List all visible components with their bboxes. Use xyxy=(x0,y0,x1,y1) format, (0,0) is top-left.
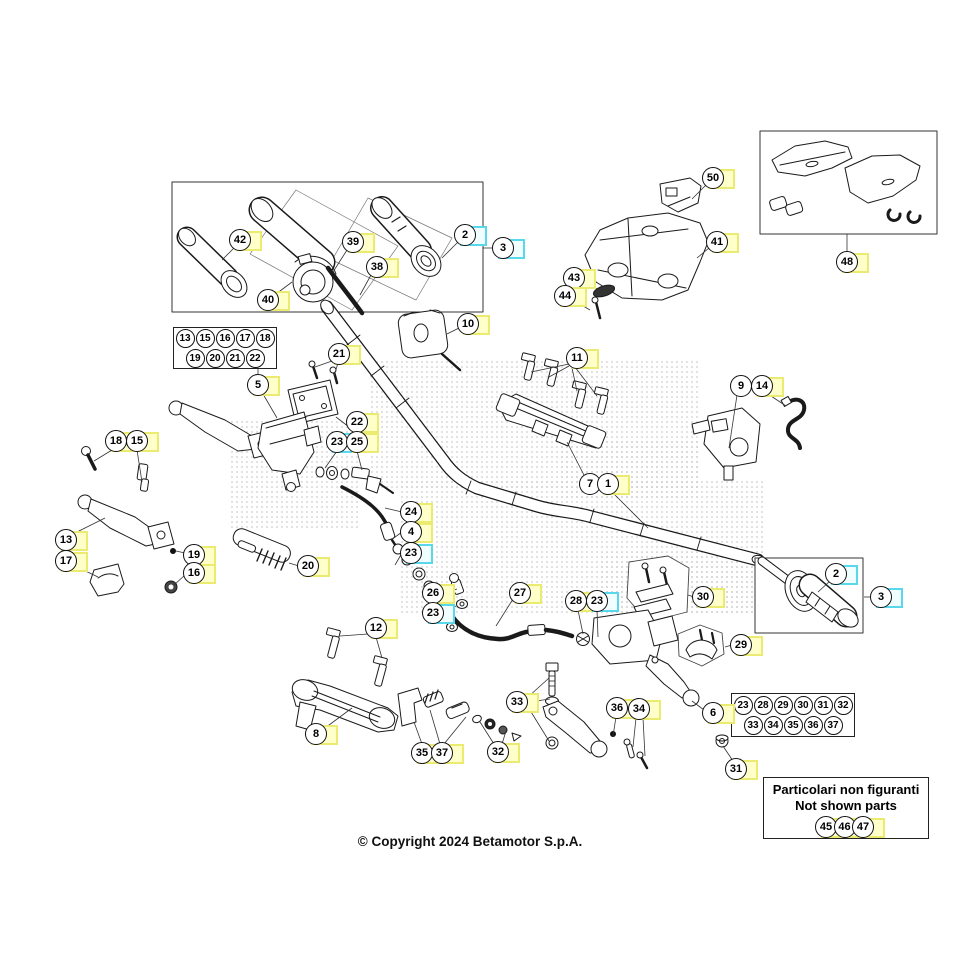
callout-38[interactable] xyxy=(366,256,388,278)
legend-item-28[interactable]: 28 xyxy=(754,696,773,715)
callout-35[interactable] xyxy=(411,742,433,764)
callout-number: 50 xyxy=(702,167,724,189)
callout-17[interactable] xyxy=(55,550,77,572)
callout-number: 32 xyxy=(487,741,509,763)
callout-number: 35 xyxy=(411,742,433,764)
legend-item-15[interactable]: 15 xyxy=(196,329,215,348)
callout-23[interactable] xyxy=(586,590,608,612)
callout-number: 42 xyxy=(229,229,251,251)
callout-3[interactable] xyxy=(492,237,514,259)
callout-number: 33 xyxy=(506,691,528,713)
copyright-text: © Copyright 2024 Betamotor S.p.A. xyxy=(357,834,583,849)
legend-item-21[interactable]: 21 xyxy=(226,349,245,368)
callout-48[interactable] xyxy=(836,251,858,273)
callout-12[interactable] xyxy=(365,617,387,639)
callout-number: 27 xyxy=(509,582,531,604)
callout-4[interactable] xyxy=(400,521,422,543)
callout-23[interactable] xyxy=(422,602,444,624)
callout-41[interactable] xyxy=(706,231,728,253)
legend-item-20[interactable]: 20 xyxy=(206,349,225,368)
callout-number: 30 xyxy=(692,586,714,608)
callout-42[interactable] xyxy=(229,229,251,251)
callout-30[interactable] xyxy=(692,586,714,608)
callout-2[interactable] xyxy=(825,563,847,585)
callout-23[interactable] xyxy=(400,542,422,564)
not-shown-parts-box xyxy=(763,777,929,839)
callout-13[interactable] xyxy=(55,529,77,551)
legend-item-22[interactable]: 22 xyxy=(246,349,265,368)
callout-number: 2 xyxy=(454,224,476,246)
callout-5[interactable] xyxy=(247,374,269,396)
callout-3[interactable] xyxy=(870,586,892,608)
not-shown-title-it: Particolari non figuranti xyxy=(772,782,920,797)
callout-number: 25 xyxy=(346,431,368,453)
callout-number: 9 xyxy=(730,375,752,397)
callout-6[interactable] xyxy=(702,702,724,724)
not-shown-items xyxy=(764,814,928,840)
callout-number: 31 xyxy=(725,758,747,780)
callout-21[interactable] xyxy=(328,343,350,365)
callout-number: 23 xyxy=(586,590,608,612)
callout-number: 23 xyxy=(400,542,422,564)
callout-20[interactable] xyxy=(297,555,319,577)
callout-10[interactable] xyxy=(457,313,479,335)
legend-item-16[interactable]: 16 xyxy=(216,329,235,348)
callout-number: 4 xyxy=(400,521,422,543)
callout-number: 5 xyxy=(247,374,269,396)
callout-24[interactable] xyxy=(400,501,422,523)
callout-number: 13 xyxy=(55,529,77,551)
callout-number: 6 xyxy=(702,702,724,724)
callout-50[interactable] xyxy=(702,167,724,189)
callout-22[interactable] xyxy=(346,411,368,433)
callout-16[interactable] xyxy=(183,562,205,584)
callout-number: 8 xyxy=(305,723,327,745)
callout-14[interactable] xyxy=(751,375,773,397)
callout-27[interactable] xyxy=(509,582,531,604)
callout-number: 10 xyxy=(457,313,479,335)
callout-number: 48 xyxy=(836,251,858,273)
legend-item-36[interactable]: 36 xyxy=(804,716,823,735)
callout-47[interactable] xyxy=(852,816,874,838)
callout-40[interactable] xyxy=(257,289,279,311)
callout-25[interactable] xyxy=(346,431,368,453)
callout-23[interactable] xyxy=(326,431,348,453)
callout-number: 19 xyxy=(183,544,205,566)
legend-item-17[interactable]: 17 xyxy=(236,329,255,348)
legend-item-35[interactable]: 35 xyxy=(784,716,803,735)
callout-18[interactable] xyxy=(105,430,127,452)
callout-39[interactable] xyxy=(342,231,364,253)
callout-number: 40 xyxy=(257,289,279,311)
callout-number: 47 xyxy=(852,816,874,838)
callout-number: 18 xyxy=(105,430,127,452)
callout-number: 37 xyxy=(431,742,453,764)
legend-item-18[interactable]: 18 xyxy=(256,329,275,348)
callout-44[interactable] xyxy=(554,285,576,307)
callout-number: 34 xyxy=(628,698,650,720)
callout-37[interactable] xyxy=(431,742,453,764)
callout-number: 3 xyxy=(492,237,514,259)
callout-number: 14 xyxy=(751,375,773,397)
right-legend-table xyxy=(731,693,855,737)
callout-33[interactable] xyxy=(506,691,528,713)
callout-number: 26 xyxy=(422,582,444,604)
callout-number: 7 xyxy=(579,473,601,495)
callout-32[interactable] xyxy=(487,741,509,763)
callout-number: 2 xyxy=(825,563,847,585)
callout-number: 3 xyxy=(870,586,892,608)
callout-number: 46 xyxy=(834,816,856,838)
callout-34[interactable] xyxy=(628,698,650,720)
callout-2[interactable] xyxy=(454,224,476,246)
callout-1[interactable] xyxy=(597,473,619,495)
callout-11[interactable] xyxy=(566,347,588,369)
callout-28[interactable] xyxy=(565,590,587,612)
callout-number: 43 xyxy=(563,267,585,289)
legend-item-34[interactable]: 34 xyxy=(764,716,783,735)
callout-number: 22 xyxy=(346,411,368,433)
legend-item-13[interactable]: 13 xyxy=(176,329,195,348)
callout-number: 21 xyxy=(328,343,350,365)
callout-number: 1 xyxy=(597,473,619,495)
callout-number: 12 xyxy=(365,617,387,639)
callout-number: 28 xyxy=(565,590,587,612)
callout-number: 38 xyxy=(366,256,388,278)
callout-26[interactable] xyxy=(422,582,444,604)
callout-number: 20 xyxy=(297,555,319,577)
callout-number: 17 xyxy=(55,550,77,572)
left-legend-table xyxy=(173,327,277,369)
legend-item-30[interactable]: 30 xyxy=(794,696,813,715)
legend-item-29[interactable]: 29 xyxy=(774,696,793,715)
callout-number: 24 xyxy=(400,501,422,523)
callout-number: 23 xyxy=(422,602,444,624)
callout-29[interactable] xyxy=(730,634,752,656)
callout-15[interactable] xyxy=(126,430,148,452)
callout-number: 16 xyxy=(183,562,205,584)
callout-number: 36 xyxy=(606,697,628,719)
callout-number: 44 xyxy=(554,285,576,307)
callout-number: 45 xyxy=(815,816,837,838)
legend-item-19[interactable]: 19 xyxy=(186,349,205,368)
callout-number: 29 xyxy=(730,634,752,656)
callout-number: 11 xyxy=(566,347,588,369)
callout-number: 39 xyxy=(342,231,364,253)
callout-9[interactable] xyxy=(730,375,752,397)
legend-item-23[interactable]: 23 xyxy=(734,696,753,715)
legend-item-33[interactable]: 33 xyxy=(744,716,763,735)
callout-36[interactable] xyxy=(606,697,628,719)
callout-8[interactable] xyxy=(305,723,327,745)
callout-number: 23 xyxy=(326,431,348,453)
callout-number: 15 xyxy=(126,430,148,452)
callout-number: 41 xyxy=(706,231,728,253)
legend-item-32[interactable]: 32 xyxy=(834,696,853,715)
callout-31[interactable] xyxy=(725,758,747,780)
legend-item-37[interactable]: 37 xyxy=(824,716,843,735)
not-shown-title-en: Not shown parts xyxy=(795,798,897,813)
legend-item-31[interactable]: 31 xyxy=(814,696,833,715)
